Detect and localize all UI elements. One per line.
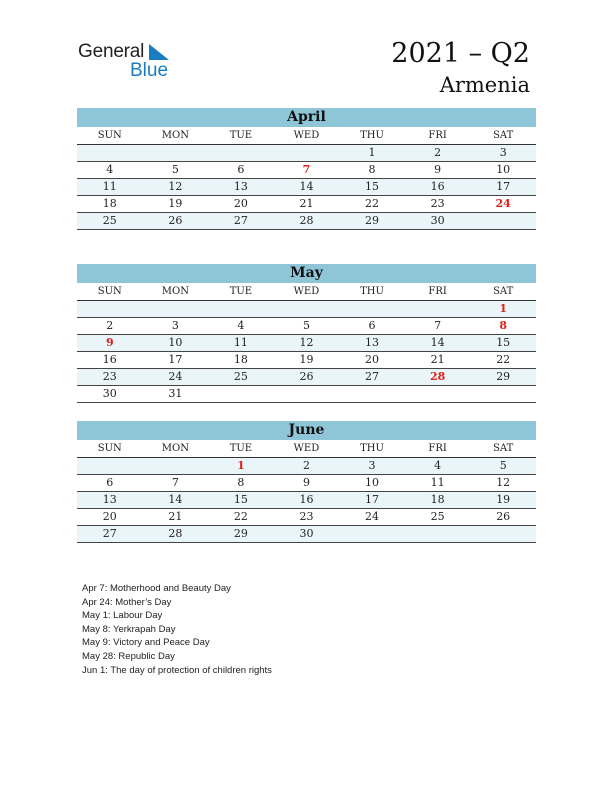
holiday-note: Jun 1: The day of protection of children rights	[82, 664, 272, 676]
day-cell: 30	[274, 526, 340, 543]
day-cell: 29	[339, 213, 405, 230]
holiday-note: May 8: Yerkrapah Day	[82, 623, 176, 635]
empty-day-cell	[274, 386, 340, 403]
day-cell: 2	[274, 458, 340, 475]
weekday-label: SUN	[77, 283, 143, 301]
holiday-note: May 1: Labour Day	[82, 610, 163, 622]
weekday-label: MON	[143, 283, 209, 301]
week-row	[77, 386, 536, 403]
weekday-label: WED	[274, 127, 340, 145]
day-cell: 10	[339, 475, 405, 492]
day-cell: 4	[405, 458, 471, 475]
day-cell: 21	[143, 509, 209, 526]
day-cell: 10	[470, 162, 536, 179]
day-cell: 28	[143, 526, 209, 543]
day-cell: 22	[208, 509, 274, 526]
month-title: April	[77, 108, 536, 127]
day-cell: 9	[274, 475, 340, 492]
day-cell: 20	[77, 509, 143, 526]
month-block	[77, 108, 536, 230]
weekday-label: SUN	[77, 440, 143, 458]
day-cell: 14	[274, 179, 340, 196]
day-cell: 18	[208, 352, 274, 369]
day-cell: 10	[143, 335, 209, 352]
day-cell: 25	[405, 509, 471, 526]
day-cell: 27	[77, 526, 143, 543]
empty-day-cell	[274, 145, 340, 162]
day-cell: 2	[405, 145, 471, 162]
day-cell: 25	[77, 213, 143, 230]
holiday-note: Apr 24: Mother’s Day	[82, 596, 172, 608]
day-cell: 17	[143, 352, 209, 369]
day-cell: 1	[208, 458, 274, 475]
empty-day-cell	[405, 526, 471, 543]
weekday-label: WED	[274, 440, 340, 458]
empty-day-cell	[339, 386, 405, 403]
day-cell: 24	[470, 196, 536, 213]
week-row	[77, 458, 536, 475]
day-cell: 22	[470, 352, 536, 369]
day-cell: 29	[208, 526, 274, 543]
day-cell: 15	[208, 492, 274, 509]
day-cell: 26	[274, 369, 340, 386]
holiday-note: May 28: Republic Day	[82, 650, 175, 662]
empty-day-cell	[143, 145, 209, 162]
weekday-label: FRI	[405, 440, 471, 458]
holiday-note: May 9: Victory and Peace Day	[82, 637, 210, 649]
day-cell: 9	[405, 162, 471, 179]
week-row	[77, 145, 536, 162]
day-cell: 4	[208, 318, 274, 335]
weekday-label: SUN	[77, 127, 143, 145]
empty-day-cell	[470, 386, 536, 403]
empty-day-cell	[208, 301, 274, 318]
day-cell: 6	[77, 475, 143, 492]
day-cell: 13	[339, 335, 405, 352]
empty-day-cell	[339, 526, 405, 543]
empty-day-cell	[208, 386, 274, 403]
day-cell: 8	[470, 318, 536, 335]
day-cell: 27	[208, 213, 274, 230]
day-cell: 19	[143, 196, 209, 213]
weekday-label: WED	[274, 283, 340, 301]
month-title: May	[77, 264, 536, 283]
day-cell: 28	[405, 369, 471, 386]
day-cell: 7	[143, 475, 209, 492]
brand-triangle-icon	[149, 44, 169, 60]
day-cell: 4	[77, 162, 143, 179]
day-cell: 18	[405, 492, 471, 509]
day-cell: 15	[470, 335, 536, 352]
day-cell: 12	[274, 335, 340, 352]
empty-day-cell	[470, 213, 536, 230]
week-row	[77, 369, 536, 386]
week-row	[77, 509, 536, 526]
week-row	[77, 526, 536, 543]
weekday-header-row	[77, 127, 536, 145]
weekday-header-row	[77, 440, 536, 458]
empty-day-cell	[208, 145, 274, 162]
weekday-label: SAT	[470, 127, 536, 145]
day-cell: 23	[405, 196, 471, 213]
day-cell: 23	[77, 369, 143, 386]
holiday-notes	[82, 582, 272, 677]
day-cell: 14	[405, 335, 471, 352]
month-title: June	[77, 421, 536, 440]
weekday-label: THU	[339, 283, 405, 301]
brand-logo	[78, 42, 168, 80]
week-row	[77, 352, 536, 369]
empty-day-cell	[143, 458, 209, 475]
weekday-label: THU	[339, 127, 405, 145]
day-cell: 5	[274, 318, 340, 335]
day-cell: 26	[143, 213, 209, 230]
weekday-label: MON	[143, 440, 209, 458]
country-name: Armenia	[439, 73, 530, 97]
month-block	[77, 421, 536, 543]
day-cell: 16	[405, 179, 471, 196]
day-cell: 16	[274, 492, 340, 509]
day-cell: 29	[470, 369, 536, 386]
day-cell: 3	[339, 458, 405, 475]
day-cell: 11	[77, 179, 143, 196]
day-cell: 20	[208, 196, 274, 213]
week-row	[77, 318, 536, 335]
week-row	[77, 492, 536, 509]
day-cell: 6	[339, 318, 405, 335]
empty-day-cell	[470, 526, 536, 543]
day-cell: 14	[143, 492, 209, 509]
day-cell: 23	[274, 509, 340, 526]
day-cell: 24	[143, 369, 209, 386]
empty-day-cell	[405, 301, 471, 318]
page-title: 2021 – Q2	[391, 38, 530, 69]
day-cell: 19	[470, 492, 536, 509]
brand-line2: Blue	[130, 60, 169, 81]
day-cell: 28	[274, 213, 340, 230]
day-cell: 1	[339, 145, 405, 162]
day-cell: 26	[470, 509, 536, 526]
empty-day-cell	[274, 301, 340, 318]
weekday-header-row	[77, 283, 536, 301]
week-row	[77, 475, 536, 492]
weekday-label: SAT	[470, 283, 536, 301]
day-cell: 16	[77, 352, 143, 369]
weekday-label: TUE	[208, 127, 274, 145]
day-cell: 25	[208, 369, 274, 386]
day-cell: 21	[405, 352, 471, 369]
day-cell: 27	[339, 369, 405, 386]
day-cell: 13	[77, 492, 143, 509]
day-cell: 11	[405, 475, 471, 492]
day-cell: 1	[470, 301, 536, 318]
empty-day-cell	[405, 386, 471, 403]
weekday-label: MON	[143, 127, 209, 145]
day-cell: 11	[208, 335, 274, 352]
week-row	[77, 162, 536, 179]
day-cell: 2	[77, 318, 143, 335]
holiday-note: Apr 7: Motherhood and Beauty Day	[82, 583, 231, 594]
day-cell: 3	[143, 318, 209, 335]
day-cell: 9	[77, 335, 143, 352]
day-cell: 6	[208, 162, 274, 179]
week-row	[77, 213, 536, 230]
week-row	[77, 179, 536, 196]
day-cell: 15	[339, 179, 405, 196]
weekday-label: TUE	[208, 283, 274, 301]
day-cell: 12	[470, 475, 536, 492]
day-cell: 30	[405, 213, 471, 230]
week-row	[77, 335, 536, 352]
day-cell: 18	[77, 196, 143, 213]
day-cell: 31	[143, 386, 209, 403]
day-cell: 17	[470, 179, 536, 196]
day-cell: 20	[339, 352, 405, 369]
day-cell: 22	[339, 196, 405, 213]
empty-day-cell	[77, 458, 143, 475]
day-cell: 5	[470, 458, 536, 475]
day-cell: 7	[405, 318, 471, 335]
month-grid	[77, 283, 536, 403]
month-grid	[77, 440, 536, 543]
day-cell: 17	[339, 492, 405, 509]
weekday-label: TUE	[208, 440, 274, 458]
weekday-label: FRI	[405, 127, 471, 145]
empty-day-cell	[143, 301, 209, 318]
day-cell: 7	[274, 162, 340, 179]
empty-day-cell	[339, 301, 405, 318]
week-row	[77, 301, 536, 318]
day-cell: 3	[470, 145, 536, 162]
month-block	[77, 264, 536, 403]
day-cell: 8	[339, 162, 405, 179]
day-cell: 13	[208, 179, 274, 196]
day-cell: 21	[274, 196, 340, 213]
day-cell: 30	[77, 386, 143, 403]
weekday-label: THU	[339, 440, 405, 458]
day-cell: 8	[208, 475, 274, 492]
week-row	[77, 196, 536, 213]
day-cell: 12	[143, 179, 209, 196]
day-cell: 24	[339, 509, 405, 526]
empty-day-cell	[77, 145, 143, 162]
brand-line1: General	[78, 41, 145, 62]
weekday-label: FRI	[405, 283, 471, 301]
month-grid	[77, 127, 536, 230]
day-cell: 5	[143, 162, 209, 179]
empty-day-cell	[77, 301, 143, 318]
weekday-label: SAT	[470, 440, 536, 458]
day-cell: 19	[274, 352, 340, 369]
